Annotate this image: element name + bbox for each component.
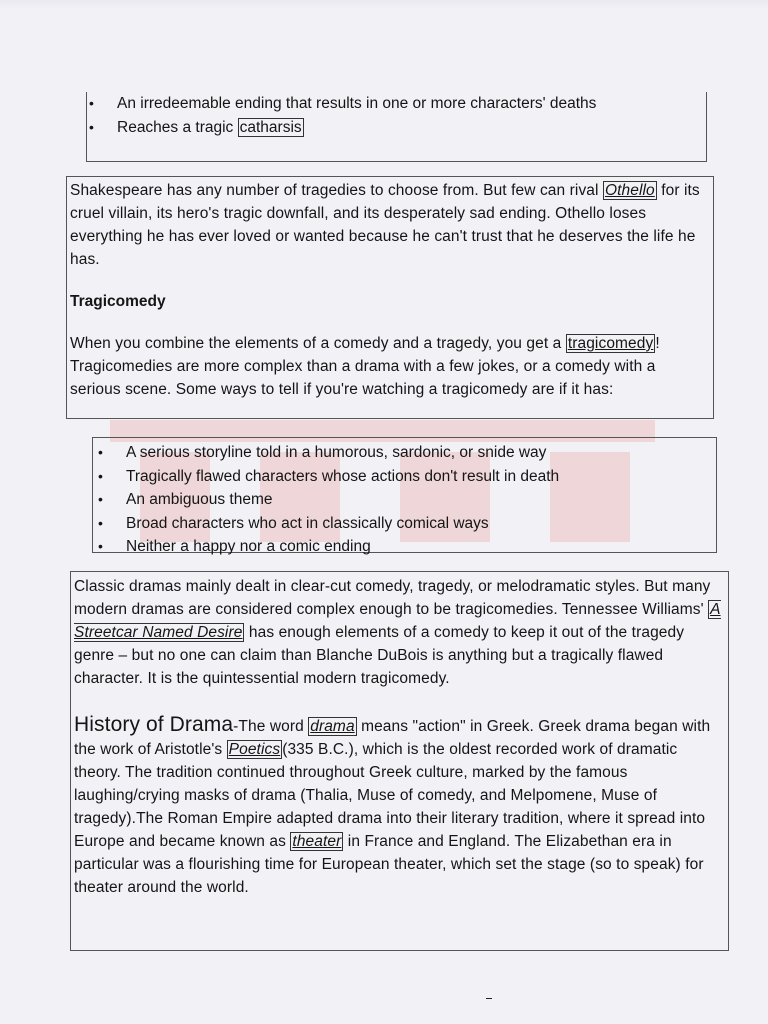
scan-edge [0, 0, 768, 10]
list-item: • An ambiguous theme [98, 491, 273, 508]
shakespeare-paragraph: Shakespeare has any number of tragedies to choose from. But few can rival Othello for its cruel villain, its hero's tragic downfall, and its desperately sad ending. Othello loses everything he has ever loved or wanted because he can't trust that he deserves the life he has. [70, 182, 700, 268]
list-item: • Tragically flawed characters whose actions don't result in death [98, 467, 560, 485]
list-item: • A serious storyline told in a humorous, sardonic, or snide way [98, 444, 547, 461]
traits-list-box [92, 437, 717, 553]
list-item: • Neither a happy nor a comic ending [98, 538, 371, 555]
catharsis-term: catharsis [239, 118, 302, 136]
streetcar-term: A Streetcar Named Desire [74, 601, 721, 641]
traits-bullet-list [96, 441, 716, 559]
theater-term: theater [292, 833, 342, 850]
tragicomedy-heading: Tragicomedy [70, 293, 166, 310]
othello-term: Othello [604, 182, 655, 199]
drama-term: drama [310, 718, 355, 735]
history-section-box [70, 571, 729, 951]
tragicomedy-section-box [66, 176, 714, 419]
top-list-box [86, 92, 707, 162]
tragicomedy-paragraph: When you combine the elements of a comedy and a tragedy, you get a tragicomedy ! Tragicomedies are more complex than a drama with a few jokes, or a comedy with a serious scene. Some ways to tell if you're watching a tragicomedy are if it has: [70, 335, 660, 398]
list-item: • An irredeemable ending that results in one or more characters' deaths [89, 95, 597, 112]
list-item: • Broad characters who act in classically comical ways [98, 514, 489, 532]
history-paragraph: History of Drama-The word drama means "action" in Greek. Greek drama began with the work of Aristotle's Poetics (335 B.C.), which is the oldest recorded work of dramatic theory. The tradition continued throughout Greek culture, marked by the famous laughing/crying masks of drama (Thalia, Muse of comedy, and Melpomene, Muse of tragedy).The Roman Empire adapted drama into their literary tradition, where it spread into Europe and became known as theater in France and England. The Elizabethan era in particular was a flourishing time for European theater, which set the stage (so to speak) for theater around the world. [74, 713, 711, 896]
top-bullet-list [87, 92, 706, 139]
classic-dramas-paragraph: Classic dramas mainly dealt in clear-cut comedy, tragedy, or melodramatic styles. But many modern dramas are considered complex enough to be tragicomedies. Tennessee Williams' A Streetcar Named Desire has enough elements of a comedy to keep it out of the tragedy genre – but no one can claim than Blanche DuBois is anything but a tragically flawed character. It is the quintessential modern tragicomedy. [74, 578, 721, 687]
history-heading: History of Drama [74, 713, 234, 736]
tragicomedy-term: tragicomedy [567, 335, 654, 352]
list-item: • Reaches a tragic catharsis [89, 118, 302, 136]
scan-mark [486, 998, 492, 999]
poetics-term: Poetics [228, 741, 281, 758]
